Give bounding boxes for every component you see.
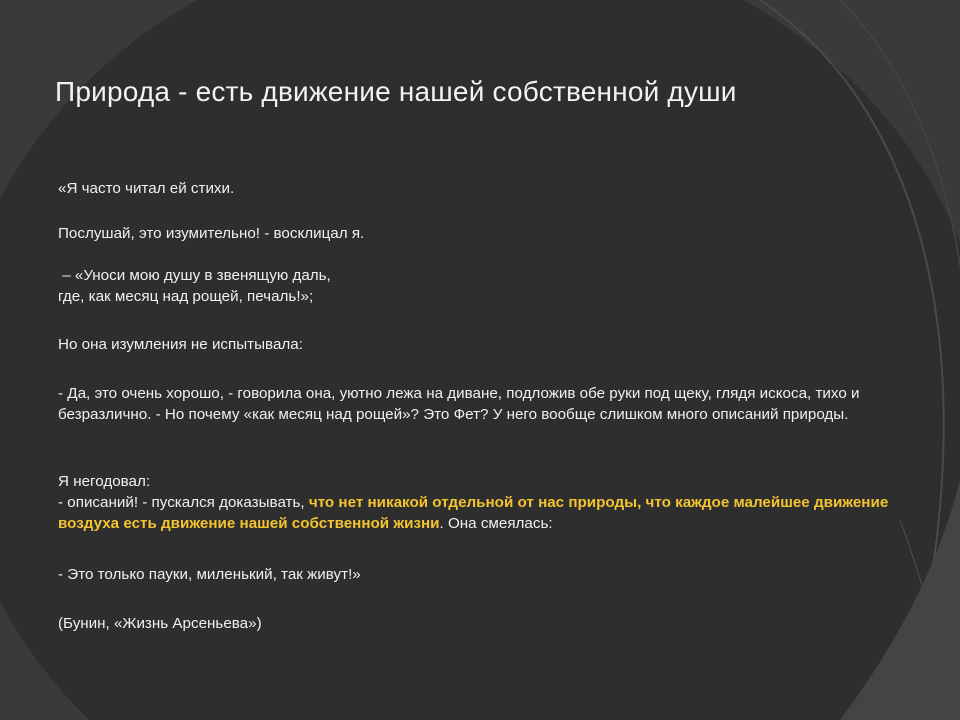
argument-after: . Она смеялась: (439, 515, 553, 532)
slide-title: Природа - есть движение нашей собственной души (55, 76, 737, 107)
highlighted-quote: что нет никакой отдельной от нас природы, что каждое малейшее движение воздуха есть движение нашей собственной жизни (58, 494, 889, 532)
citation: (Бунин, «Жизнь Арсеньева») (58, 615, 262, 632)
paragraph-reply: - Это только пауки, миленький, так живут!» (58, 566, 361, 583)
poem-line-1: – «Уноси мою душу в звенящую даль, (58, 267, 331, 284)
poem-line-2: где, как месяц над рощей, печаль!»; (58, 288, 314, 305)
paragraph-intro: «Я часто читал ей стихи. (58, 180, 235, 197)
paragraph-reaction: Но она изумления не испытывала: (58, 336, 303, 353)
argument-body (58, 492, 908, 534)
argument-before: - описаний! - пускался доказывать, (58, 494, 309, 511)
paragraph-dialogue: - Да, это очень хорошо, - говорила она, уютно лежа на диване, подложив обе руки под щеку, глядя искоса, тихо и безразлично. - Но почему «как месяц над рощей»? Это Фет? У него вообще слишком много описаний природы. (58, 385, 860, 423)
paragraph-exclaim: Послушай, это изумительно! - восклицал я. (58, 225, 365, 242)
paragraph-poem (58, 265, 908, 307)
paragraph-argument (58, 471, 908, 534)
argument-line-1: Я негодовал: (58, 473, 151, 490)
